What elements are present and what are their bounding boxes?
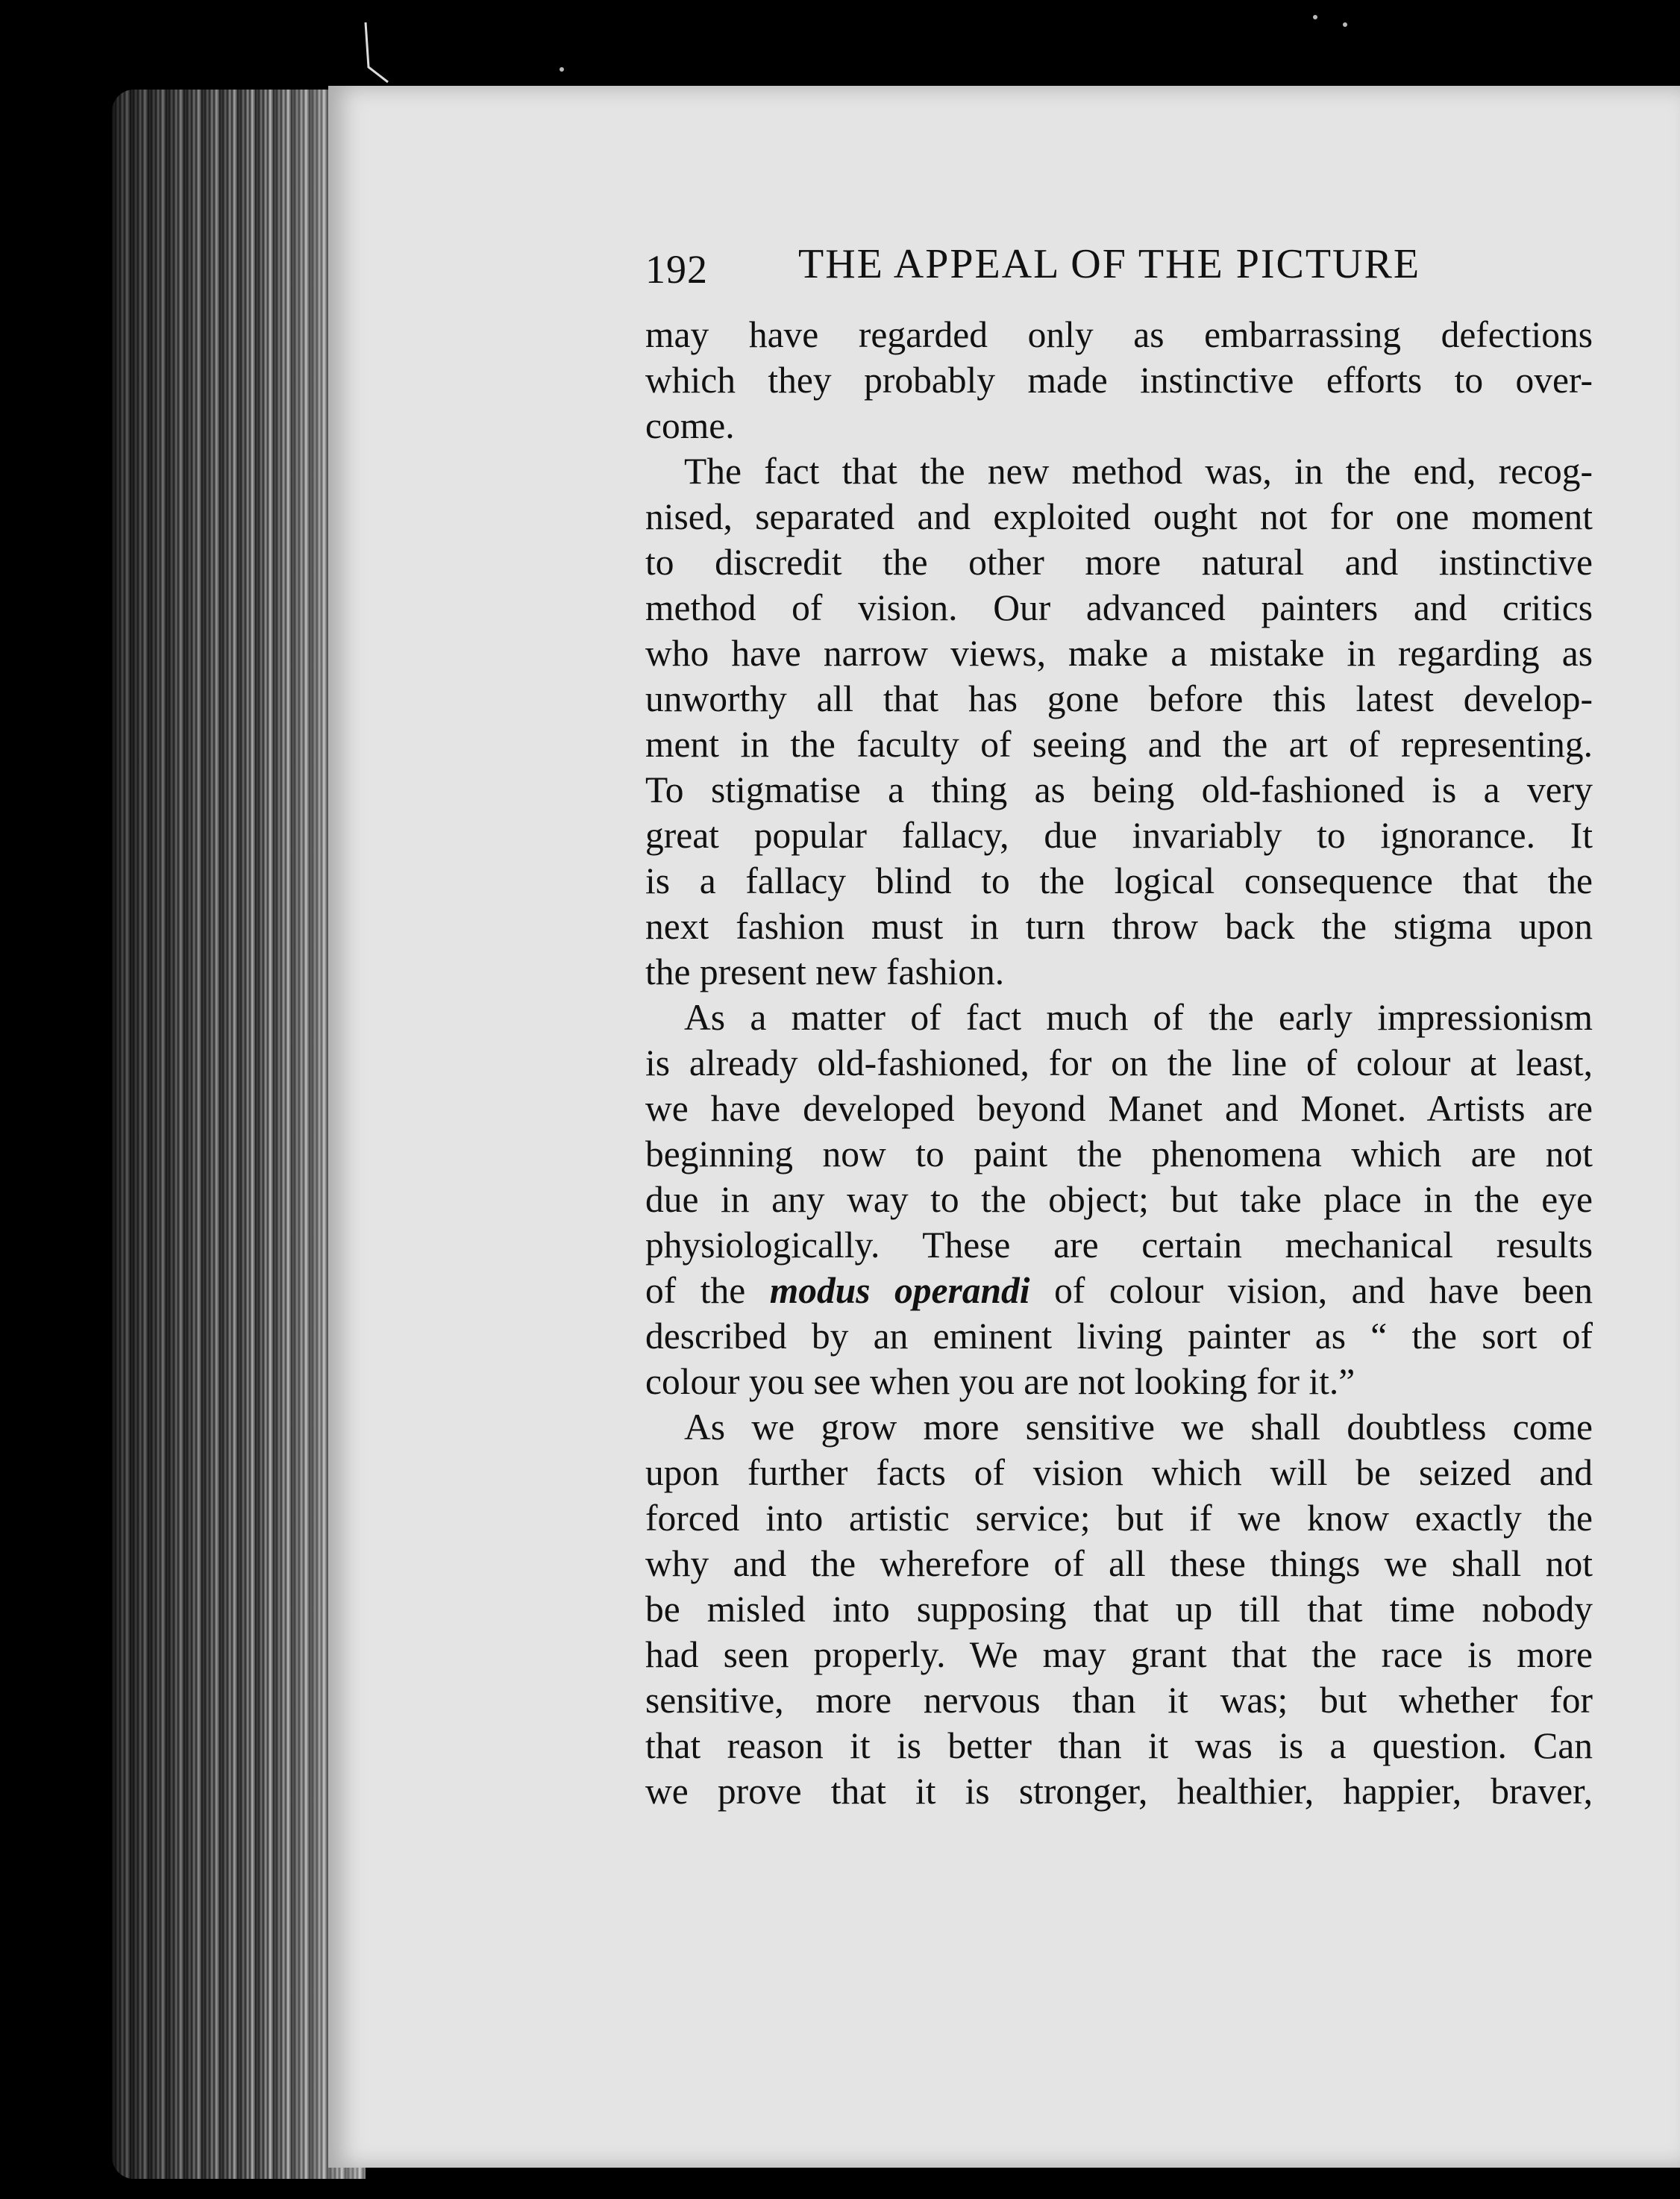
text-line: who have narrow views, make a mistake in regarding as: [645, 633, 1593, 674]
text-line: method of vision. Our advanced painters and critics: [645, 587, 1593, 628]
text-fragment: of colour vision, and have been: [1054, 1270, 1593, 1311]
text-line: colour you see when you are not looking for it.”: [645, 1361, 1355, 1402]
text-line: may have regarded only as embarrassing defections: [645, 314, 1593, 355]
text-line: described by an eminent living painter as “ the sort of: [645, 1316, 1593, 1357]
text-line: beginning now to paint the phenomena which are not: [645, 1133, 1593, 1174]
text-line: ment in the faculty of seeing and the art of representing.: [645, 724, 1593, 765]
text-line: nised, separated and exploited ought not for one moment: [645, 496, 1593, 537]
text-line: sensitive, more nervous than it was; but whether for: [645, 1680, 1593, 1721]
text-line: we prove that it is stronger, healthier, happier, braver,: [645, 1771, 1593, 1812]
italic-phrase: modus operandi: [769, 1270, 1030, 1311]
text-line: next fashion must in turn throw back the stigma upon: [645, 906, 1593, 947]
text-line: upon further facts of vision which will be seized and: [645, 1452, 1593, 1493]
page: [328, 86, 1680, 2168]
page-number: 192: [645, 247, 708, 292]
page-header: [645, 239, 1593, 298]
text-line: unworthy all that has gone before this latest develop-: [645, 678, 1593, 719]
dust-speck: [1313, 15, 1317, 19]
text-line: which they probably made instinctive efforts to over-: [645, 360, 1593, 401]
text-line: why and the wherefore of all these things we shall not: [645, 1543, 1593, 1584]
text-line: the present new fashion.: [645, 951, 1005, 992]
body-text: [645, 312, 1593, 1814]
text-line: physiologically. These are certain mechanical results: [645, 1224, 1593, 1266]
text-line: to discredit the other more natural and instinctive: [645, 542, 1593, 583]
text-line: great popular fallacy, due invariably to ignorance. It: [645, 815, 1593, 856]
text-line: To stigmatise a thing as being old-fashioned is a very: [645, 769, 1593, 810]
text-line-with-italic: [645, 1268, 1593, 1313]
text-fragment: of the: [645, 1270, 746, 1311]
dust-speck: [560, 67, 564, 72]
book-page-edges: [112, 90, 366, 2179]
text-line: that reason it is better than it was is a question. Can: [645, 1725, 1593, 1766]
text-line: is already old-fashioned, for on the line of colour at least,: [645, 1042, 1593, 1083]
page-corner-mark: [358, 22, 403, 90]
text-line: The fact that the new method was, in the end, recog-: [684, 451, 1593, 492]
running-head: THE APPEAL OF THE PICTURE: [798, 241, 1421, 287]
text-line: As we grow more sensitive we shall doubtless come: [684, 1407, 1593, 1448]
page-content: [645, 239, 1593, 1814]
text-line: is a fallacy blind to the logical consequence that the: [645, 860, 1593, 901]
text-line: come.: [645, 405, 735, 446]
text-line: we have developed beyond Manet and Monet. Artists are: [645, 1088, 1593, 1129]
text-line: had seen properly. We may grant that the race is more: [645, 1634, 1593, 1675]
text-line: be misled into supposing that up till that time nobody: [645, 1589, 1593, 1630]
text-line: due in any way to the object; but take place in the eye: [645, 1179, 1593, 1220]
text-line: As a matter of fact much of the early impressionism: [684, 997, 1593, 1038]
dust-speck: [1343, 22, 1347, 27]
text-line: forced into artistic service; but if we know exactly the: [645, 1498, 1593, 1539]
